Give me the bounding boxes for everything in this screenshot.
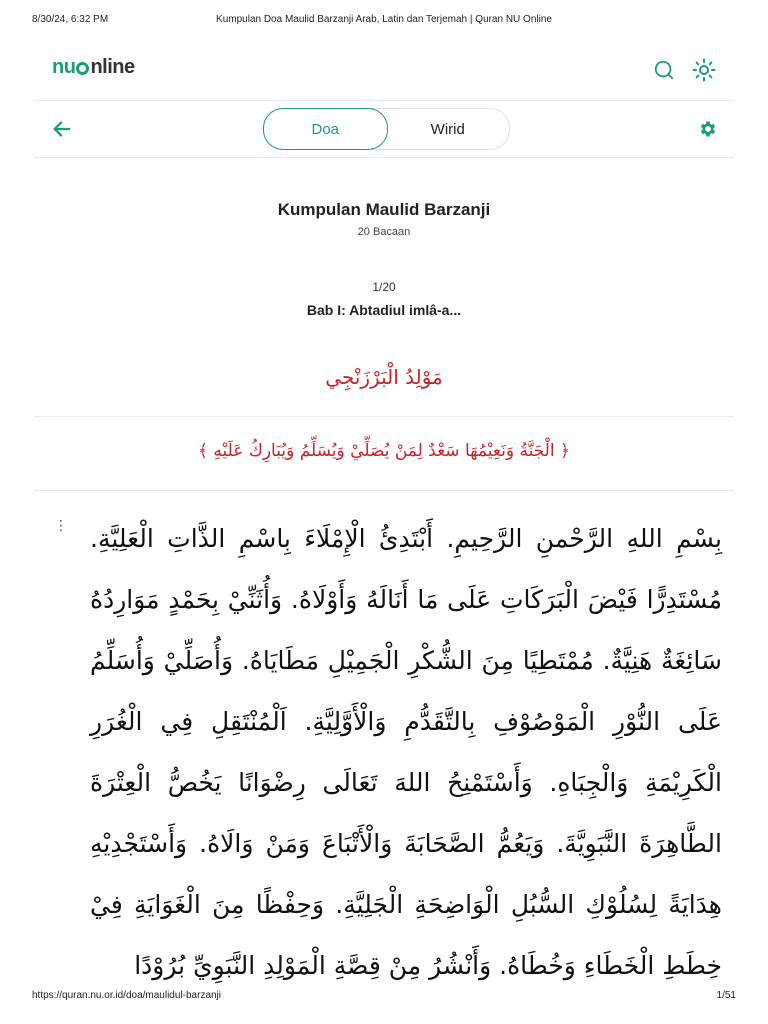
- print-footer: [0, 990, 768, 1010]
- nu-online-logo[interactable]: nu nline: [52, 56, 135, 78]
- page-subtitle: 20 Bacaan: [357, 226, 411, 238]
- back-button[interactable]: [48, 115, 76, 143]
- print-url: https://quran.nu.or.id/doa/maulidul-barzanji: [32, 990, 222, 1001]
- tab-wirid[interactable]: Wirid: [430, 120, 465, 138]
- more-vertical-icon: ⋮: [54, 518, 68, 534]
- theme-toggle-button[interactable]: [690, 56, 718, 84]
- chapter-title: Bab I: Abtadiul imlâ-a...: [306, 302, 462, 318]
- arabic-verse-text: بِسْمِ اللهِ الرَّحْمنِ الرَّحِيمِ. أَبْتَدِئُ الْإِمْلَاءَ بِاسْمِ الذَّاتِ الْعَلِيَّةِ. مُسْتَدِرًّا فَيْضَ الْبَرَكَاتِ عَلَى مَا أَنَالَهُ وَأَوْلَاهُ. وَأُثَنِّيْ بِحَمْدٍ مَوَارِدُهُ سَائِغَةٌ هَنِيَّةٌ. مُمْتَطِيًا مِنَ الشُّكْرِ الْجَمِيْلِ مَطَايَاهُ. وَأُصَلِّيْ وَأُسَلِّمُ عَلَى النُّوْرِ الْمَوْصُوْفِ بِالتَّقَدُّمِ وَالْأَوَّلِيَّةِ. اَلْمُنْتَقِلِ فِي الْغُرَرِ الْكَرِيْمَةِ وَالْجِبَاهِ. وَأَسْتَمْنِحُ اللهَ تَعَالَى رِضْوَانًا يَخُصُّ الْعِتْرَةَ الطَّاهِرَةَ النَّبَوِيَّةَ. وَيَعُمُّ الصَّحَابَةَ وَالْأَتْبَاعَ وَمَنْ وَالَاهُ. وَأَسْتَجْدِيْهِ هِدَايَةً لِسُلُوْكِ السُّبُلِ الْوَاضِحَةِ الْجَلِيَّةِ. وَحِفْظًا مِنَ الْغَوَايَةِ فِيْ خِطَطِ الْخَطَاءِ وَخُطَاهُ. وَأَنْشُرُ مِنْ قِصَّةِ الْمَوْلِدِ النَّبَوِيِّ بُرُوْدًا: [90, 524, 722, 980]
- tab-switcher: [263, 108, 510, 150]
- search-icon: [653, 59, 675, 81]
- print-header: [0, 14, 768, 34]
- divider: [34, 416, 734, 417]
- gear-icon: [698, 119, 718, 139]
- print-datetime: 8/30/24, 6:32 PM: [32, 14, 109, 25]
- chapter-index: 1/20: [372, 280, 396, 294]
- page-heading: [0, 200, 768, 238]
- search-button[interactable]: [650, 56, 678, 84]
- tab-bar: [34, 100, 734, 158]
- page-title: Kumpulan Maulid Barzanji: [277, 200, 491, 219]
- refrain-calligraphy: ﴿ الْجَنَّةُ وَنَعِيْمُهَا سَعْدٌ لِمَنْ يُصَلِّيْ وَيُسَلِّمُ وَيُبَارِكُ عَلَيْهِ ﴾: [198, 441, 570, 461]
- maulid-calligraphy: مَوْلِدُ الْبَرْزَنْجِي: [325, 365, 443, 389]
- app-header: [34, 52, 718, 88]
- chapter-heading: [0, 280, 768, 318]
- sun-icon: [692, 58, 716, 82]
- settings-button[interactable]: [694, 115, 722, 143]
- tab-doa[interactable]: Doa: [263, 108, 388, 150]
- arrow-left-icon: [51, 118, 73, 140]
- divider: [34, 490, 734, 491]
- more-options-button[interactable]: [52, 516, 70, 536]
- print-doc-title: Kumpulan Doa Maulid Barzanji Arab, Latin dan Terjemah | Quran NU Online: [216, 14, 552, 25]
- print-page-number: 1/51: [716, 990, 736, 1001]
